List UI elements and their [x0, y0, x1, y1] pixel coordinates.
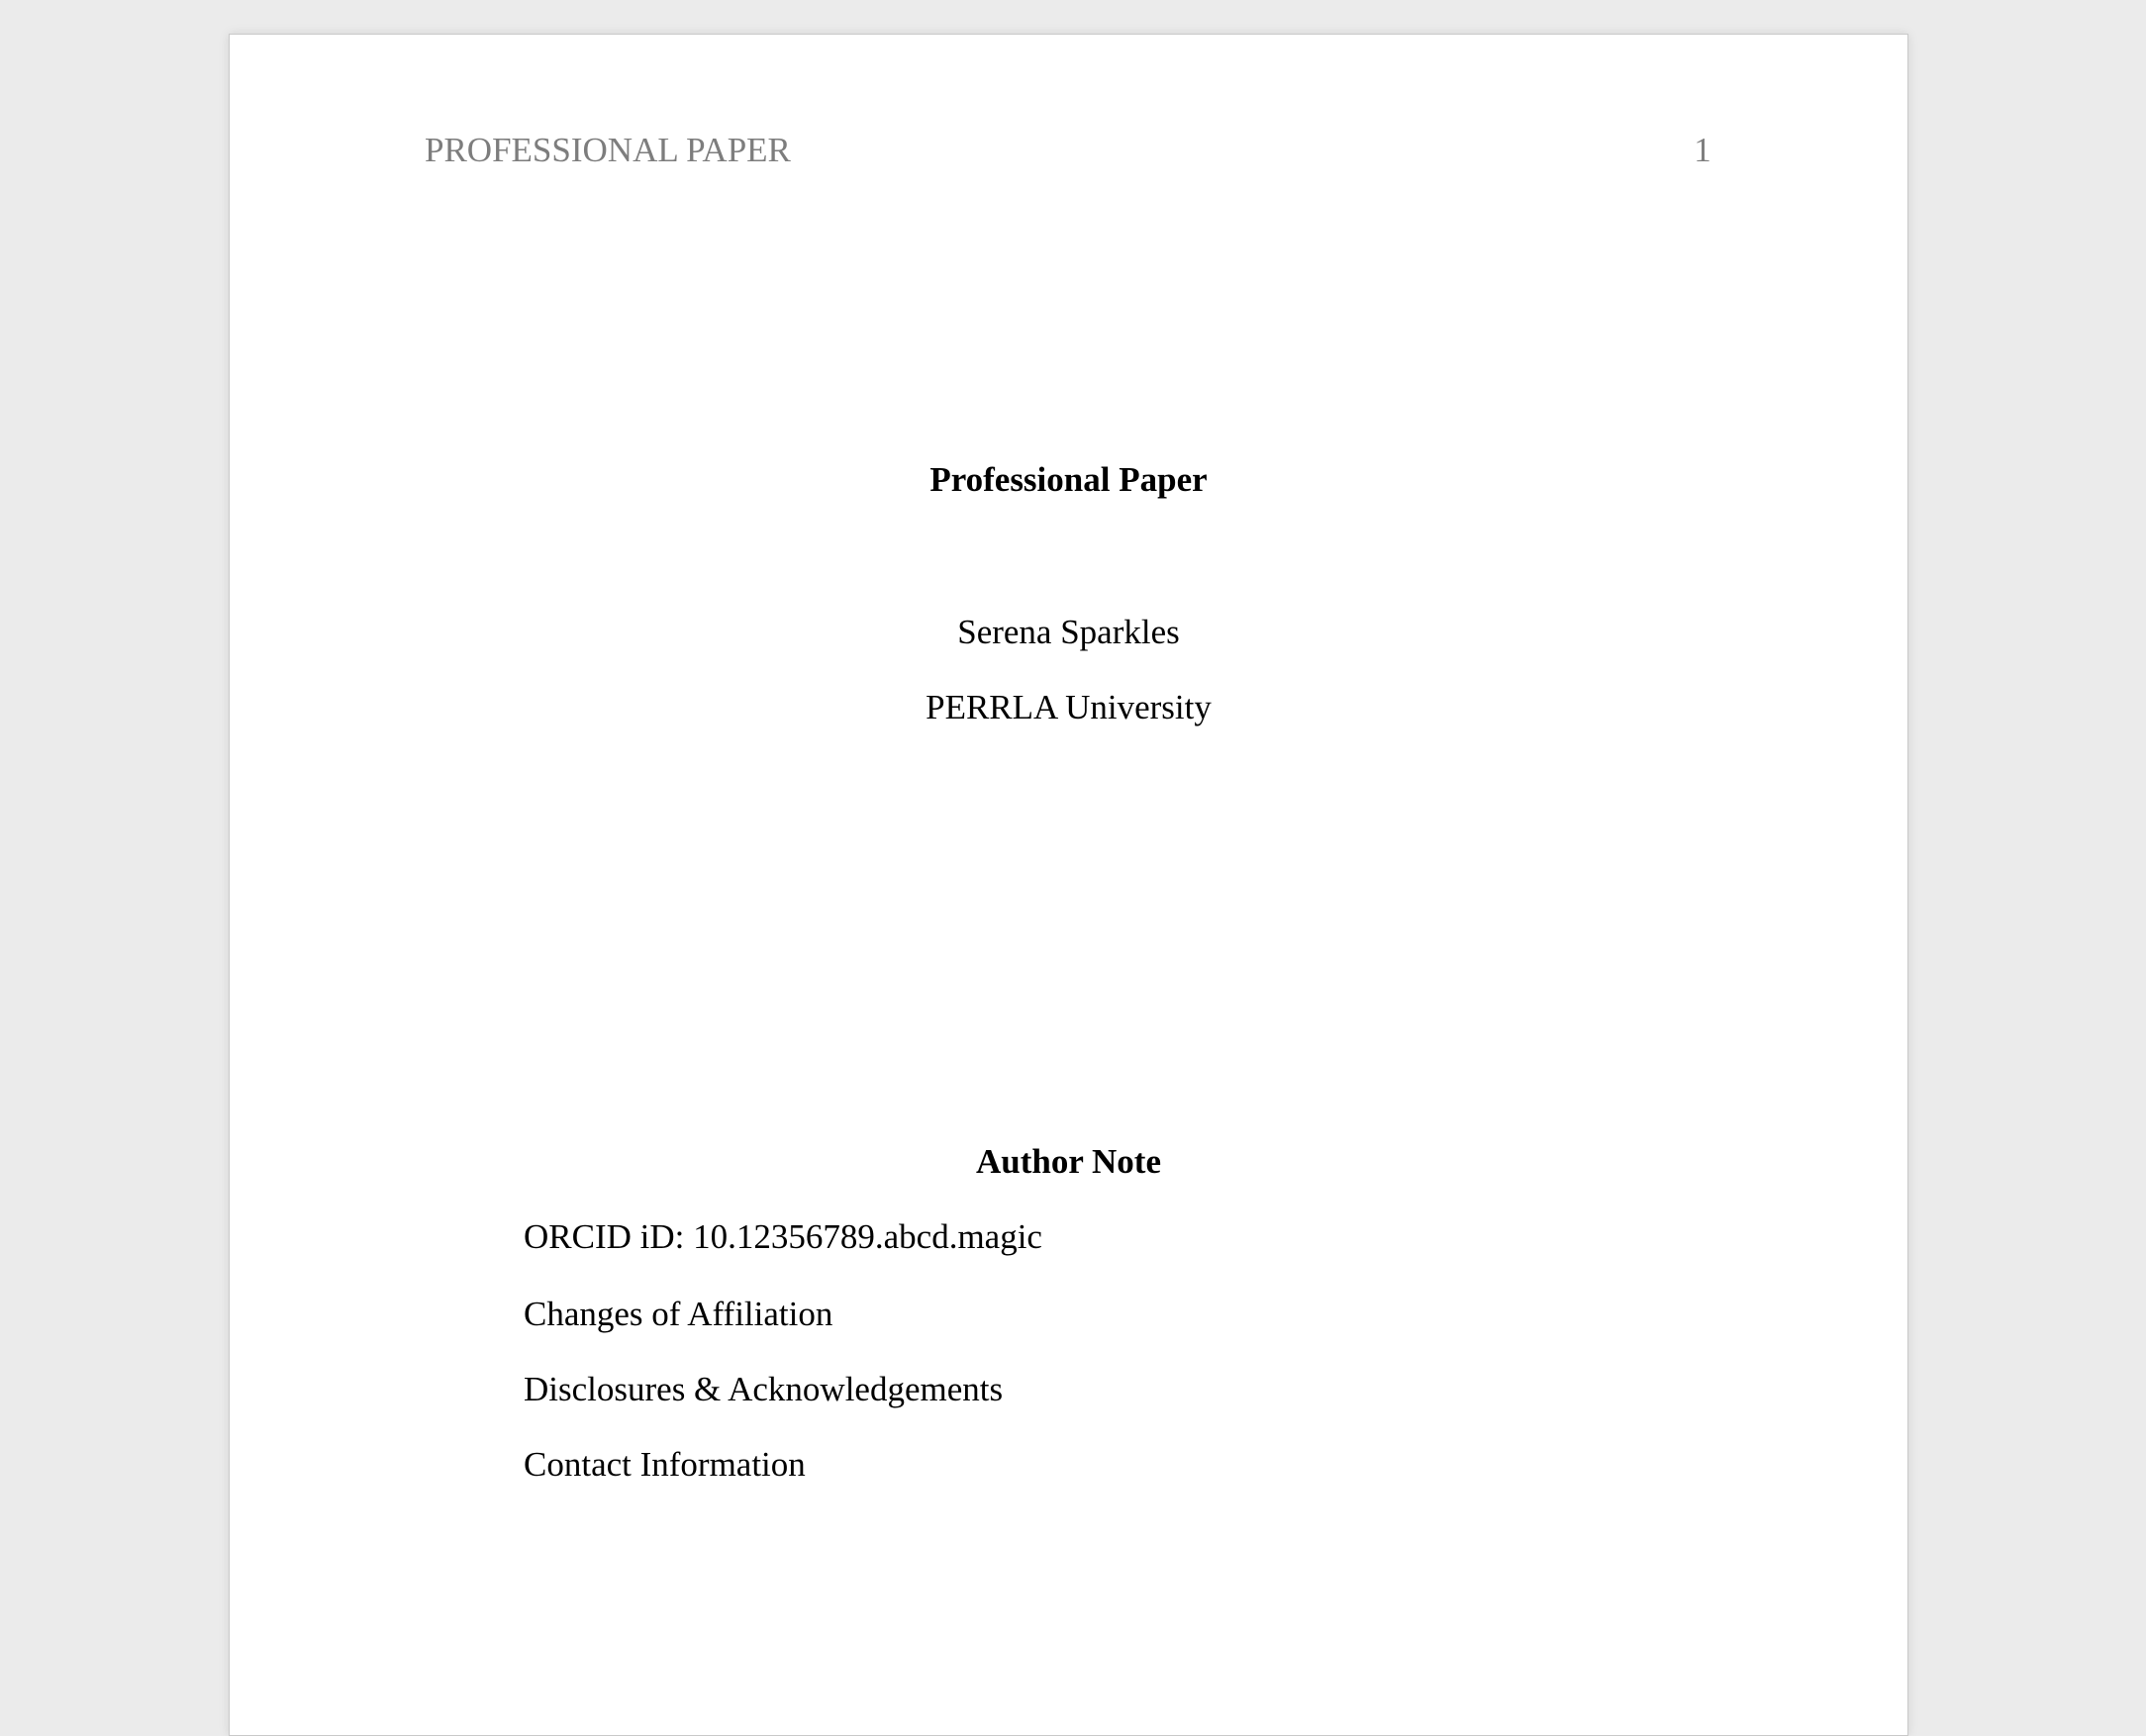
author-note-orcid: ORCID iD: 10.12356789.abcd.magic: [524, 1217, 1042, 1256]
page-number: 1: [1694, 131, 1711, 169]
author-note-disclosures: Disclosures & Acknowledgements: [524, 1370, 1004, 1408]
paper-title: Professional Paper: [929, 460, 1208, 499]
author-note-contact: Contact Information: [524, 1445, 806, 1484]
author-note-affiliation-changes: Changes of Affiliation: [524, 1295, 833, 1333]
document-page: [229, 34, 1908, 1736]
author-affiliation: PERRLA University: [926, 688, 1212, 726]
author-name: Serena Sparkles: [957, 613, 1180, 651]
author-note-heading: Author Note: [976, 1142, 1161, 1181]
running-head: PROFESSIONAL PAPER: [425, 131, 791, 169]
